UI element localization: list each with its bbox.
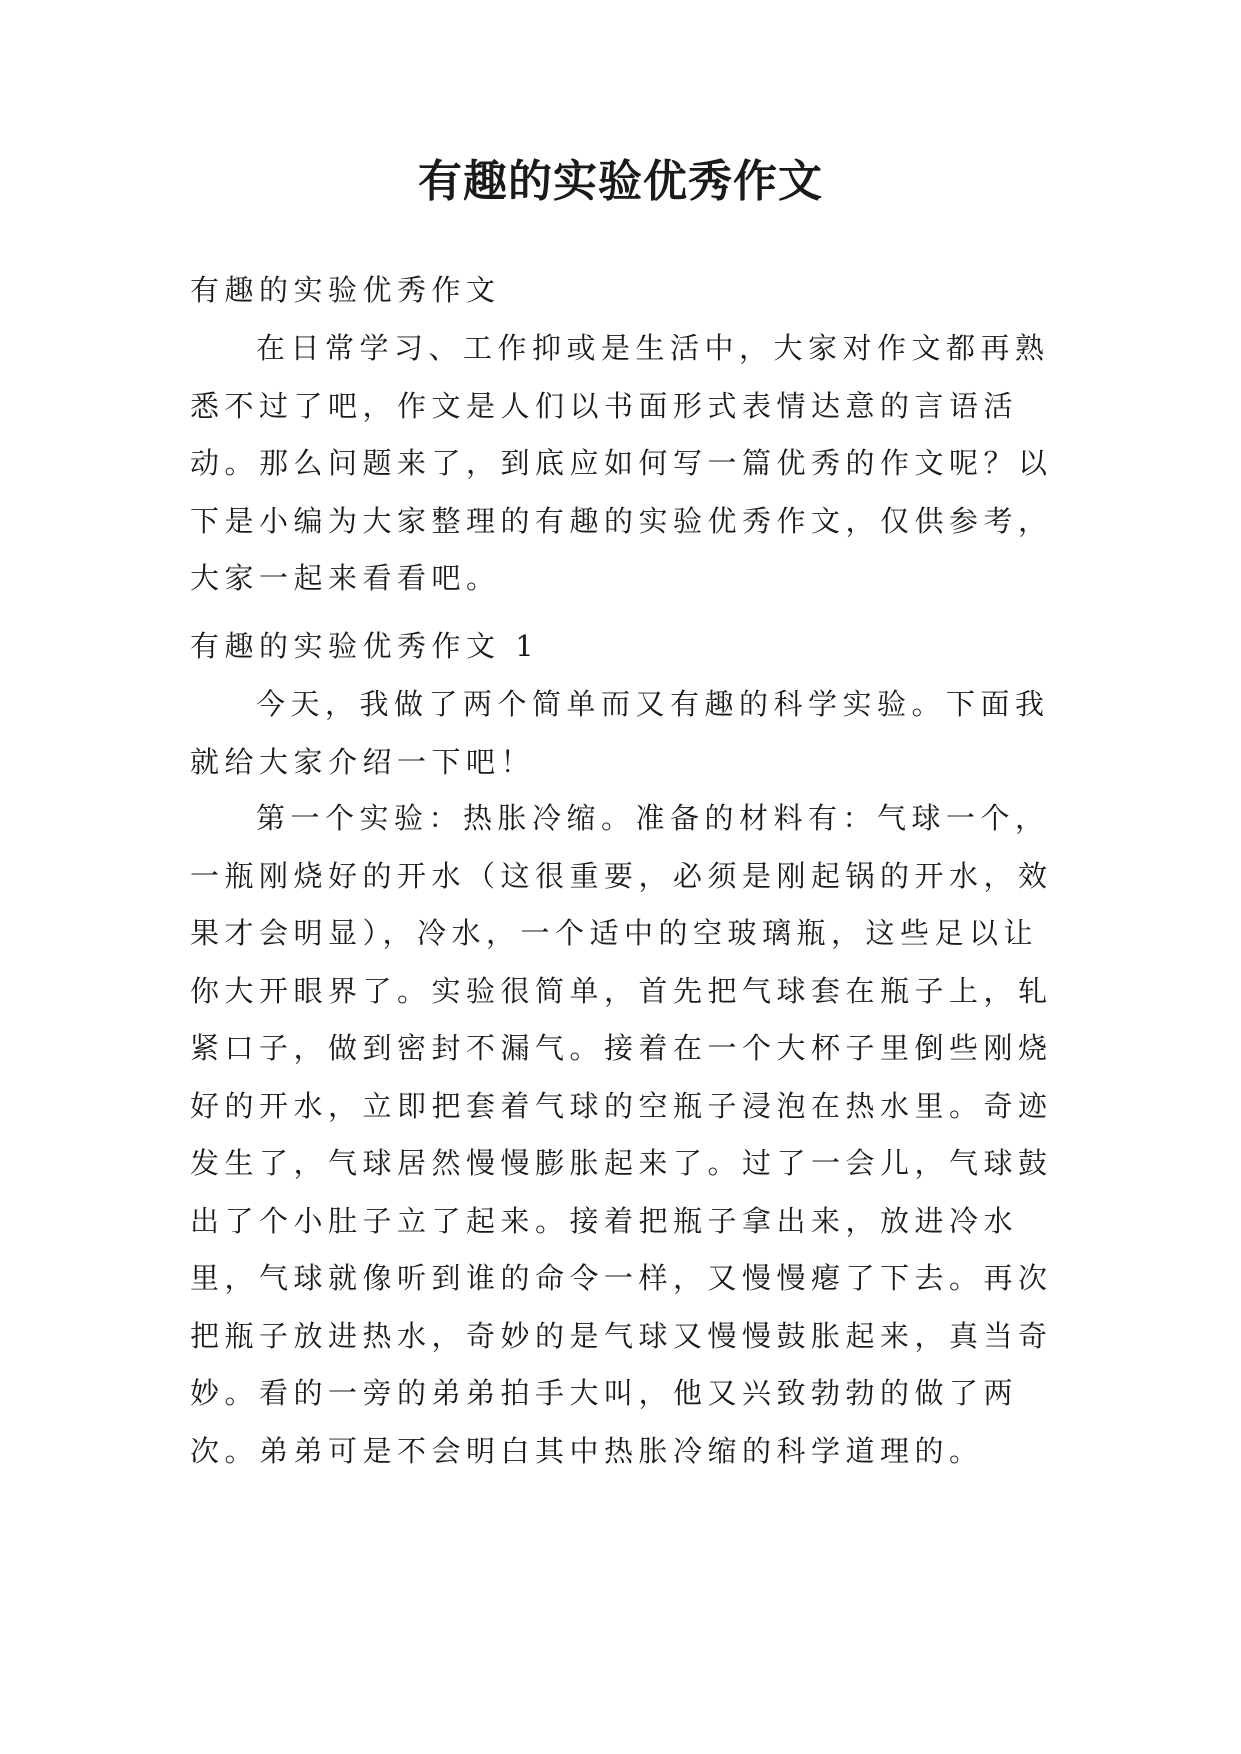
intro-paragraph: 在日常学习、工作抑或是生活中，大家对作文都再熟悉不过了吧，作文是人们以书面形式表情达意的言语活动。那么问题来了，到底应如何写一篇优秀的作文呢？以下是小编为大家整理的有趣的实验优秀作文，仅供参考，大家一起来看看吧。 — [190, 331, 1053, 595]
section1-paragraph-1: 今天，我做了两个简单而又有趣的科学实验。下面我就给大家介绍一下吧！ — [190, 687, 1050, 779]
section1-paragraph-2: 第一个实验：热胀冷缩。准备的材料有：气球一个，一瓶刚烧好的开水（这很重要，必须是刚起锅的开水，效果才会明显），冷水，一个适中的空玻璃瓶，这些足以让你大开眼界了。实验很简单，首先把气球套在瓶子上，轧紧口子，做到密封不漏气。接着在一个大杯子里倒些刚烧好的开水，立即把套着气球的空瓶子浸泡在热水里。奇迹发生了，气球居然慢慢膨胀起来了。过了一会儿，气球鼓出了个小肚子立了起来。接着把瓶子拿出来，放进冷水里，气球就像听到谁的命令一样，又慢慢瘪了下去。再次把瓶子放进热水，奇妙的是气球又慢慢鼓胀起来，真当奇妙。看的一旁的弟弟拍手大叫，他又兴致勃勃的做了两次。弟弟可是不会明白其中热胀冷缩的科学道理的。 — [190, 801, 1053, 1468]
section1-heading: 有趣的实验优秀作文 1 — [190, 629, 540, 663]
intro-heading: 有趣的实验优秀作文 — [190, 273, 501, 307]
document-title: 有趣的实验优秀作文 — [418, 156, 823, 207]
